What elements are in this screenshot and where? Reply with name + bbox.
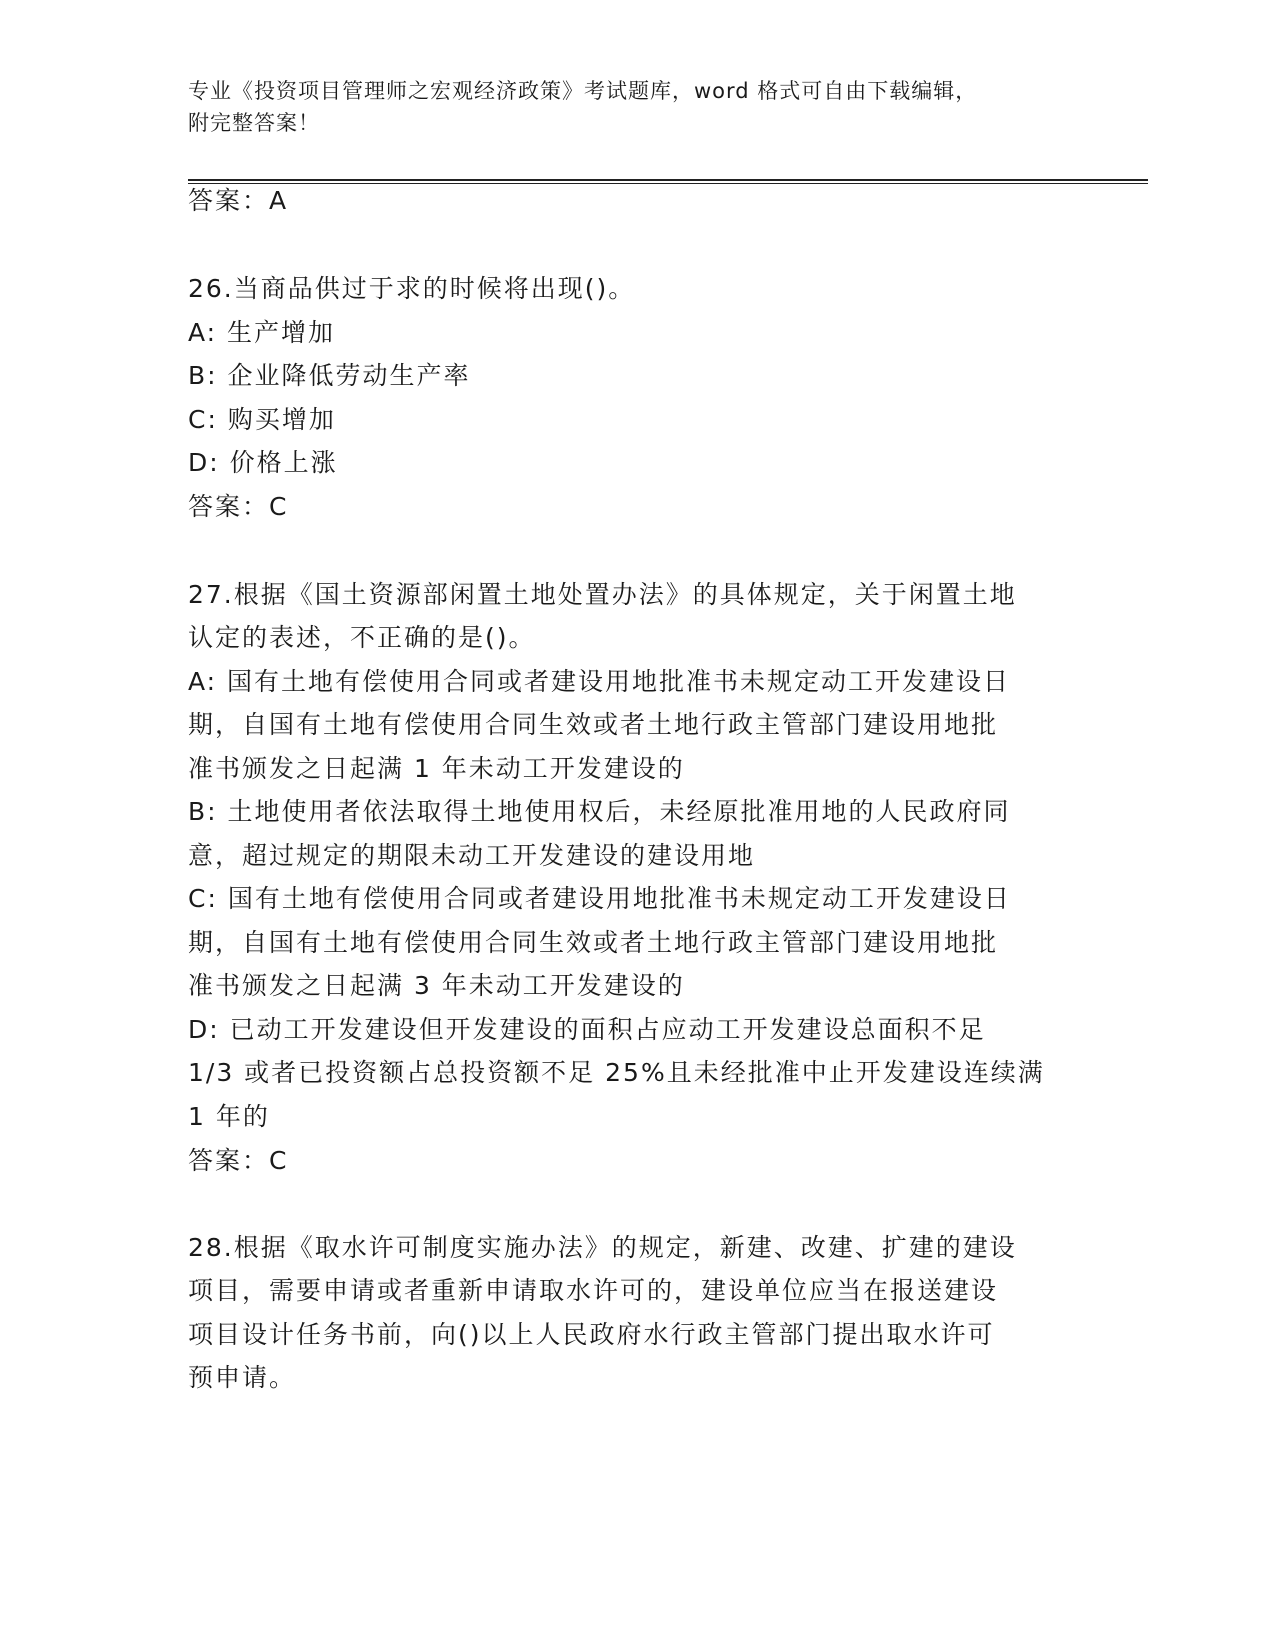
header-divider (188, 179, 1148, 181)
question-27-option-d-line-1: D: 已动工开发建设但开发建设的面积占应动工开发建设总面积不足 (188, 1015, 986, 1044)
question-27-option-a-line-1: A: 国有土地有偿使用合同或者建设用地批准书未规定动工开发建设日 (188, 667, 1011, 696)
question-28-stem-line-4: 预申请。 (188, 1363, 297, 1392)
question-27-option-a-line-3: 准书颁发之日起满 1 年未动工开发建设的 (188, 754, 685, 783)
question-27-option-d-line-3: 1 年的 (188, 1102, 270, 1131)
question-27-stem-line-2: 认定的表述，不正确的是()。 (188, 623, 536, 652)
header-divider-thin (188, 183, 1148, 184)
question-27-answer: 答案：C (188, 1146, 289, 1175)
question-27-stem-line-1: 27.根据《国土资源部闲置土地处置办法》的具体规定，关于闲置土地 (188, 580, 1017, 609)
question-26-option-d: D: 价格上涨 (188, 448, 338, 477)
question-27-option-b-line-2: 意，超过规定的期限未动工开发建设的建设用地 (188, 841, 756, 870)
question-27-option-c-line-1: C: 国有土地有偿使用合同或者建设用地批准书未规定动工开发建设日 (188, 884, 1011, 913)
question-27-option-d-line-2: 1/3 或者已投资额占总投资额不足 25%且未经批准中止开发建设连续满 (188, 1058, 1045, 1087)
answer-line: 答案：A (188, 186, 289, 215)
question-26-stem: 26.当商品供过于求的时候将出现()。 (188, 274, 636, 303)
question-27-option-a-line-2: 期，自国有土地有偿使用合同生效或者土地行政主管部门建设用地批 (188, 710, 999, 739)
question-26-option-a: A: 生产增加 (188, 318, 336, 347)
header-line-2: 附完整答案！ (188, 111, 320, 135)
header-line-1: 专业《投资项目管理师之宏观经济政策》考试题库，word 格式可自由下载编辑， (188, 79, 978, 103)
question-26-answer: 答案：C (188, 492, 289, 521)
document-header (188, 75, 1088, 139)
question-27-option-c-line-3: 准书颁发之日起满 3 年未动工开发建设的 (188, 971, 685, 1000)
question-28-stem-line-1: 28.根据《取水许可制度实施办法》的规定，新建、改建、扩建的建设 (188, 1233, 1017, 1262)
question-28-stem-line-2: 项目，需要申请或者重新申请取水许可的，建设单位应当在报送建设 (188, 1276, 999, 1305)
question-28-stem-line-3: 项目设计任务书前，向()以上人民政府水行政主管部门提出取水许可 (188, 1320, 995, 1349)
question-26-option-b: B: 企业降低劳动生产率 (188, 361, 471, 390)
question-27-option-b-line-1: B: 土地使用者依法取得土地使用权后，未经原批准用地的人民政府同 (188, 797, 1011, 826)
question-26-option-c: C: 购买增加 (188, 405, 336, 434)
question-27-option-c-line-2: 期，自国有土地有偿使用合同生效或者土地行政主管部门建设用地批 (188, 928, 999, 957)
